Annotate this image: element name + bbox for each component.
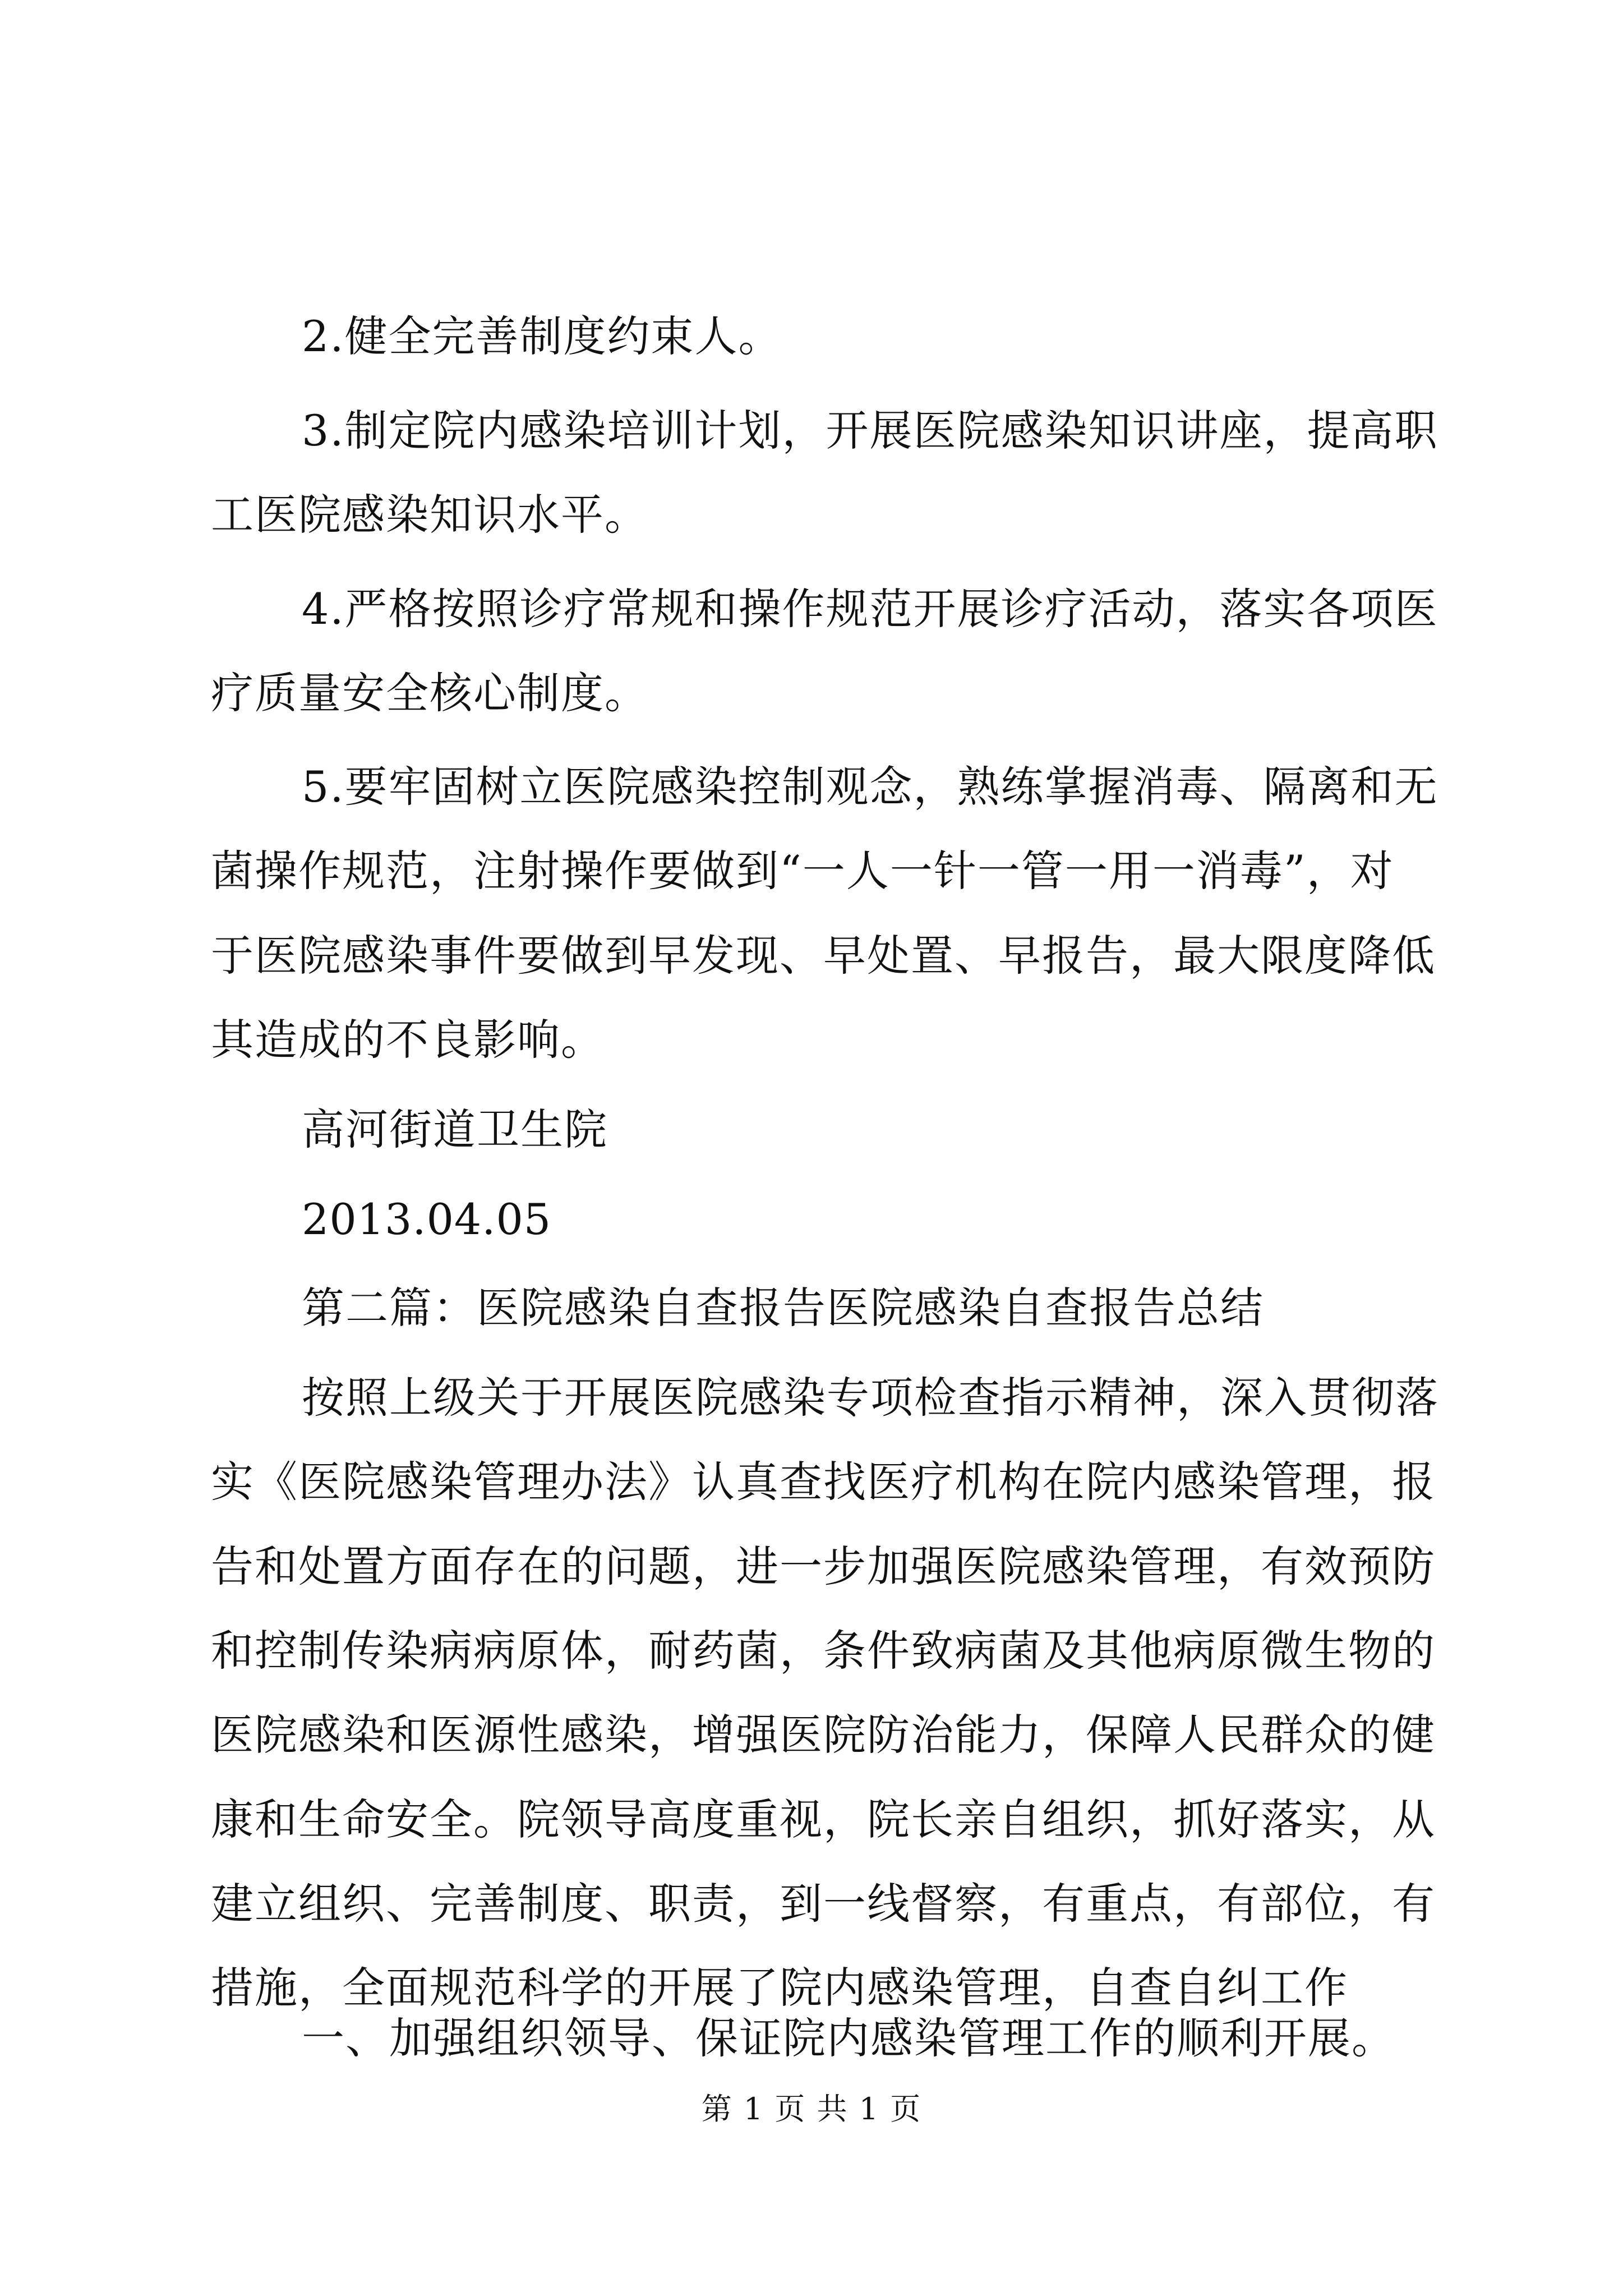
body-paragraph-line-8: 措施，全面规范科学的开展了院内感染管理，自查自纠工作 xyxy=(211,1963,1348,2013)
paragraph-item-4-line-2: 疗质量安全核心制度。 xyxy=(211,668,648,718)
body-paragraph-line-3: 告和处置方面存在的问题，进一步加强医院感染管理，有效预防 xyxy=(211,1542,1436,1591)
paragraph-item-2: 2.健全完善制度约束人。 xyxy=(302,311,782,361)
paragraph-item-4-line-1: 4.严格按照诊疗常规和操作规范开展诊疗活动，落实各项医 xyxy=(302,584,1438,634)
signature-date: 2013.04.05 xyxy=(302,1194,552,1244)
body-paragraph-line-5: 医院感染和医源性感染，增强医院防治能力，保障人民群众的健 xyxy=(211,1710,1436,1760)
paragraph-item-3-line-2: 工医院感染知识水平。 xyxy=(211,490,648,540)
paragraph-item-5-line-4: 其造成的不良影响。 xyxy=(211,1015,605,1065)
body-paragraph-line-2: 实《医院感染管理办法》认真查找医疗机构在院内感染管理，报 xyxy=(211,1457,1436,1507)
section-title: 第二篇：医院感染自查报告医院感染自查报告总结 xyxy=(302,1283,1264,1333)
body-paragraph-line-6: 康和生命安全。院领导高度重视，院长亲自组织，抓好落实，从 xyxy=(211,1795,1436,1844)
paragraph-item-5-line-3: 于医院感染事件要做到早发现、早处置、早报告，最大限度降低 xyxy=(211,931,1436,981)
body-paragraph-line-1: 按照上级关于开展医院感染专项检查指示精神，深入贯彻落 xyxy=(302,1373,1439,1423)
signature-organization: 高河街道卫生院 xyxy=(302,1105,608,1154)
body-paragraph-line-7: 建立组织、完善制度、职责，到一线督察，有重点，有部位，有 xyxy=(211,1879,1436,1929)
page-number-footer: 第 1 页 共 1 页 xyxy=(701,2091,922,2127)
paragraph-item-3-line-1: 3.制定院内感染培训计划，开展医院感染知识讲座，提高职 xyxy=(302,406,1438,455)
section-heading-one: 一、加强组织领导、保证院内感染管理工作的顺利开展。 xyxy=(302,2013,1395,2063)
paragraph-item-5-line-1: 5.要牢固树立医院感染控制观念，熟练掌握消毒、隔离和无 xyxy=(302,762,1438,812)
body-paragraph-line-4: 和控制传染病病原体，耐药菌，条件致病菌及其他病原微生物的 xyxy=(211,1626,1436,1676)
paragraph-item-5-line-2: 菌操作规范，注射操作要做到“一人一针一管一用一消毒”，对 xyxy=(211,846,1394,896)
